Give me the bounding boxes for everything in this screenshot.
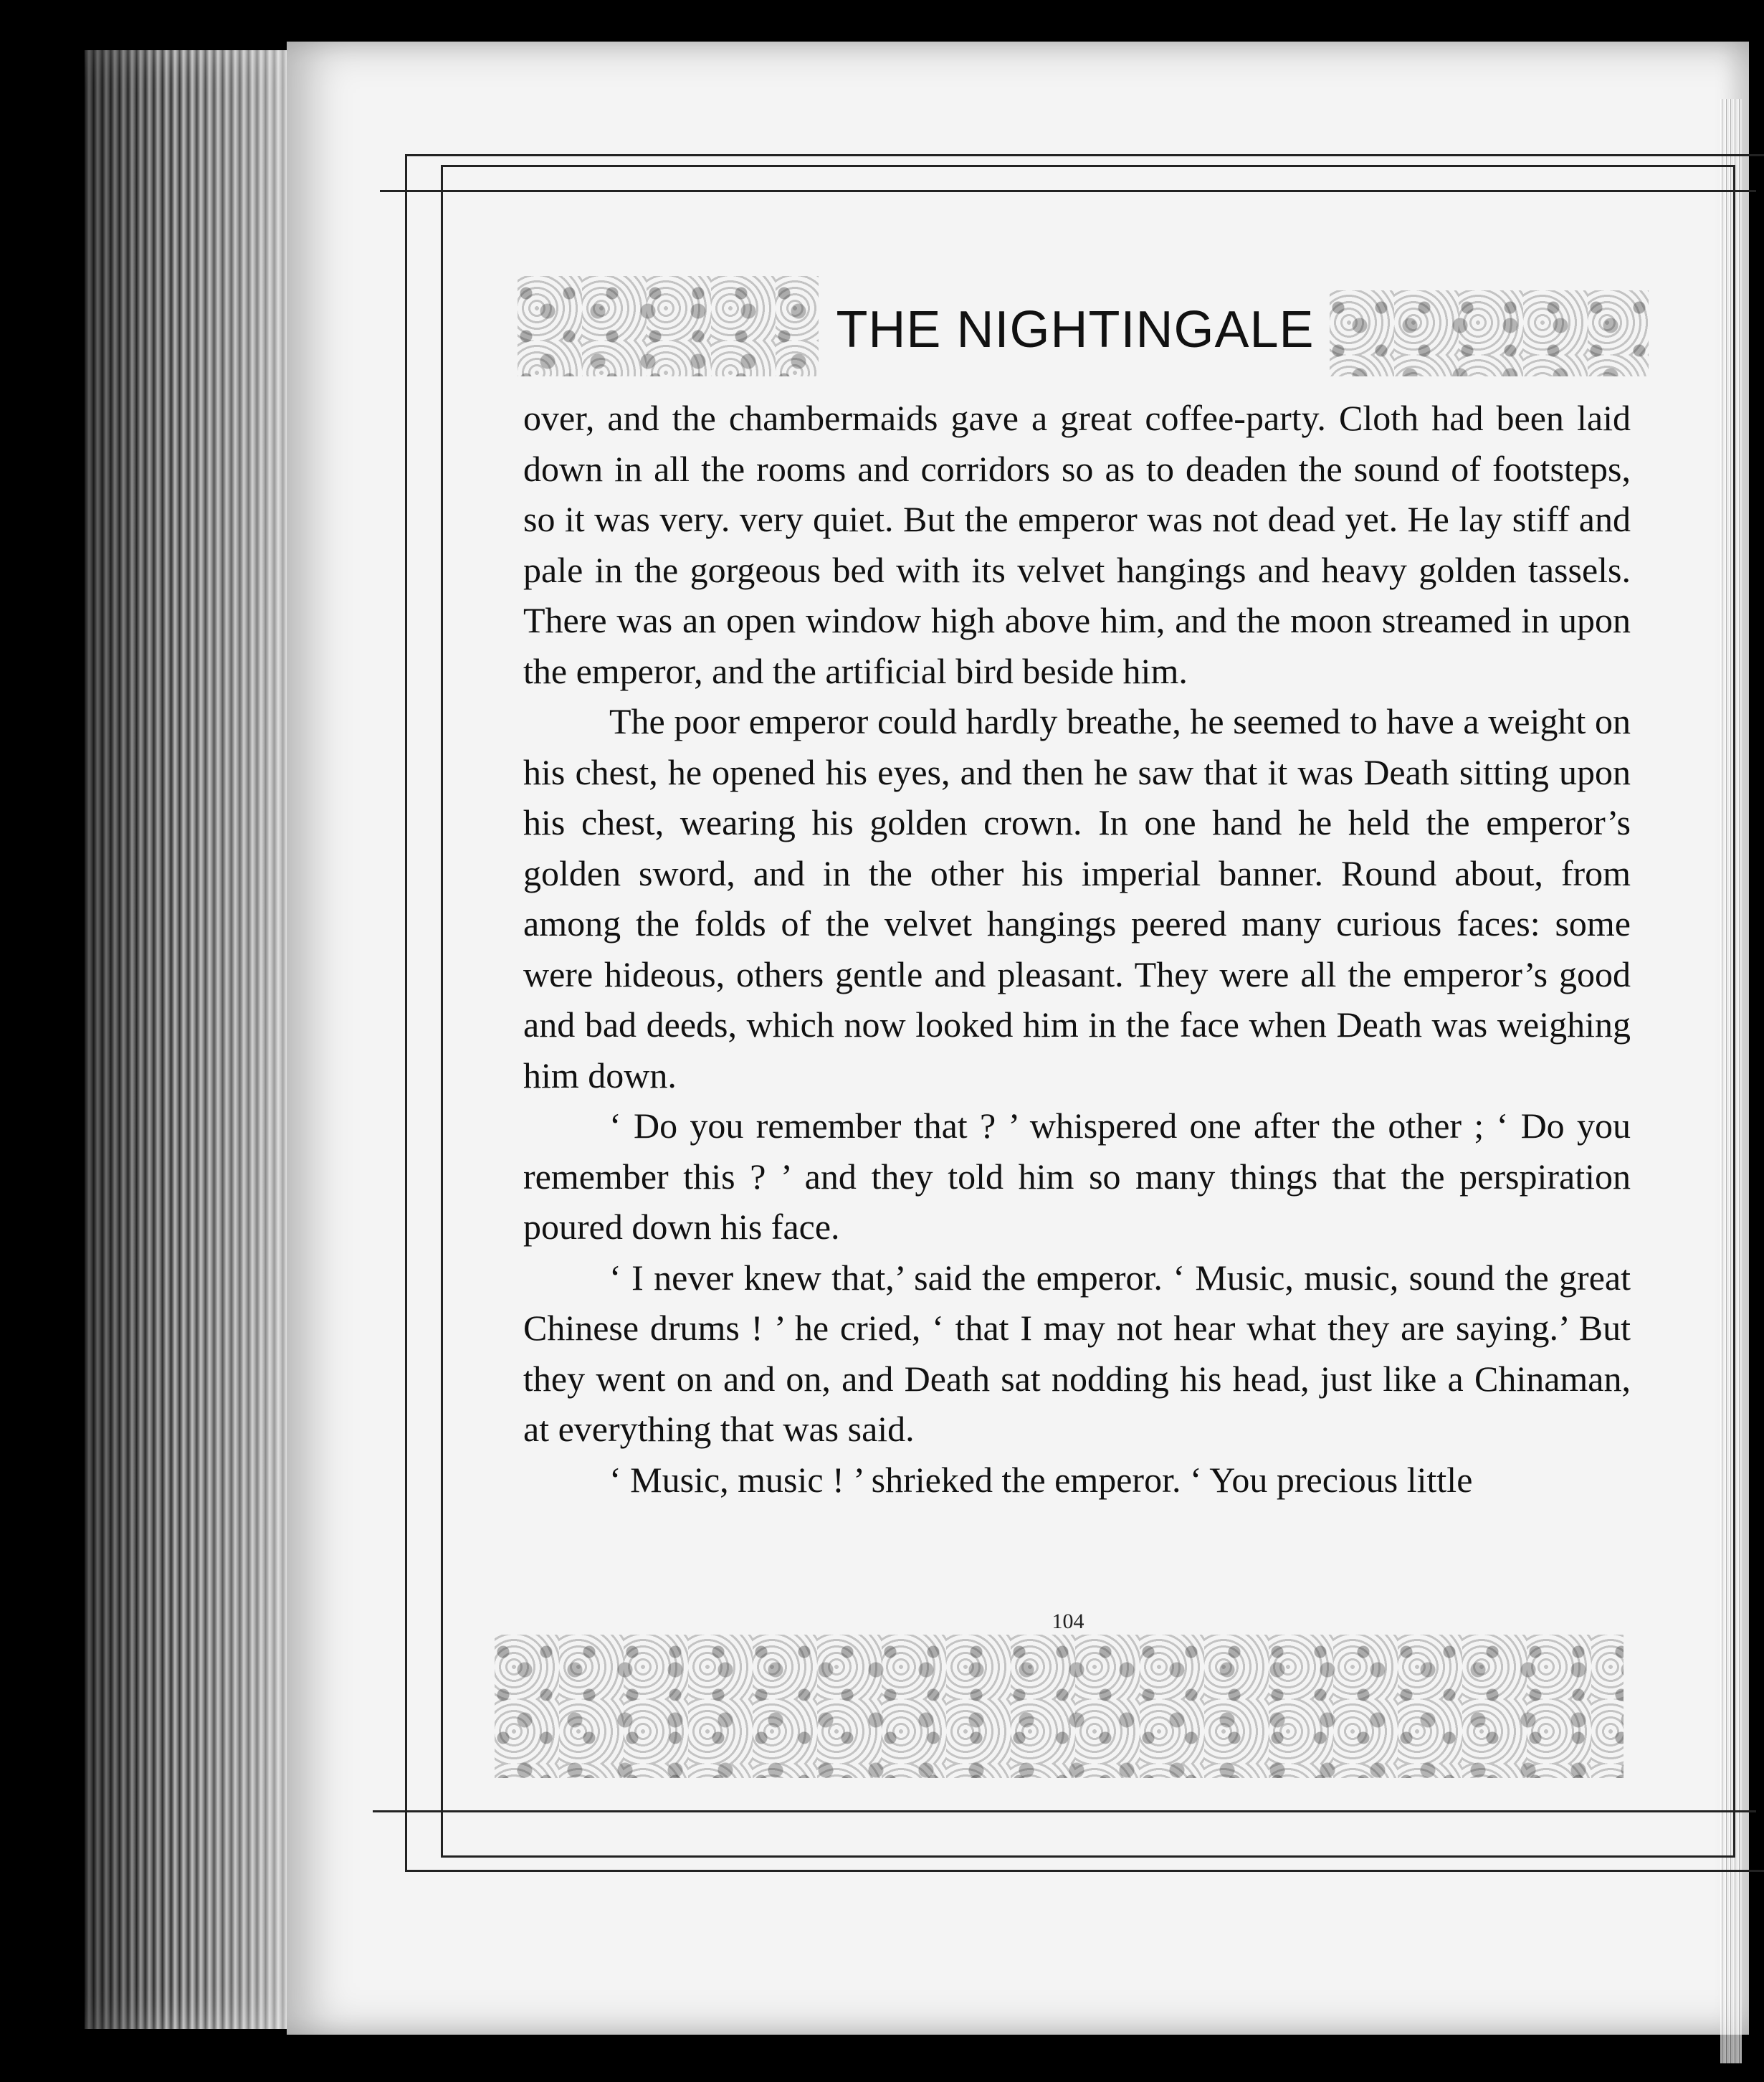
page-number: 104	[1052, 1610, 1084, 1633]
paragraph: ‘ Do you remember that ? ’ whispered one after the other ; ‘ Do you remember this ? ’ and they told him so many things that the perspiration poured down his face.	[523, 1106, 1631, 1247]
body-text	[523, 393, 1631, 1505]
paragraph: ‘ I never knew that,’ said the emperor. ‘ Music, music, sound the great Chinese drums ! ’ he cried, ‘ that I may not hear what they are saying.’ But they went on and on, and Death sat nodding his head, just like a Chinaman, at everything that was said.	[523, 1257, 1631, 1449]
paragraph: The poor emperor could hardly breathe, he seemed to have a weight on his chest, he opened his eyes, and then he saw that it was Death sitting upon his chest, wearing his golden crown. In one hand he held the emperor’s golden sword, and in the other his imperial banner. Round about, from among the folds of the velvet hangings peered many curious faces: some were hideous, others gentle and pleasant. They were all the emperor’s good and bad deeds, which now looked him in the face when Death was weighing him down.	[523, 701, 1631, 1095]
border-rule-bottom	[373, 1810, 1756, 1812]
header-ornament-right	[1330, 290, 1649, 376]
page-stack-edge	[85, 50, 307, 2029]
header-ornament-left	[518, 276, 819, 376]
paragraph: ‘ Music, music ! ’ shrieked the emperor. ‘ You precious little	[609, 1459, 1473, 1500]
paragraph: over, and the chambermaids gave a great coffee-party. Cloth had been laid down in all the rooms and corridors so as to deaden the sound of footsteps, so it was very. very quiet. But the emperor was not dead yet. He lay stiff and pale in the gorgeous bed with its velvet hangings and heavy golden tassels. There was an open window high above him, and the moon streamed in upon the emperor, and the artificial bird beside him.	[523, 398, 1631, 691]
page-title: THE NIGHTINGALE	[836, 301, 1315, 358]
border-rule-top	[380, 190, 1756, 192]
footer-ornament	[495, 1635, 1624, 1778]
